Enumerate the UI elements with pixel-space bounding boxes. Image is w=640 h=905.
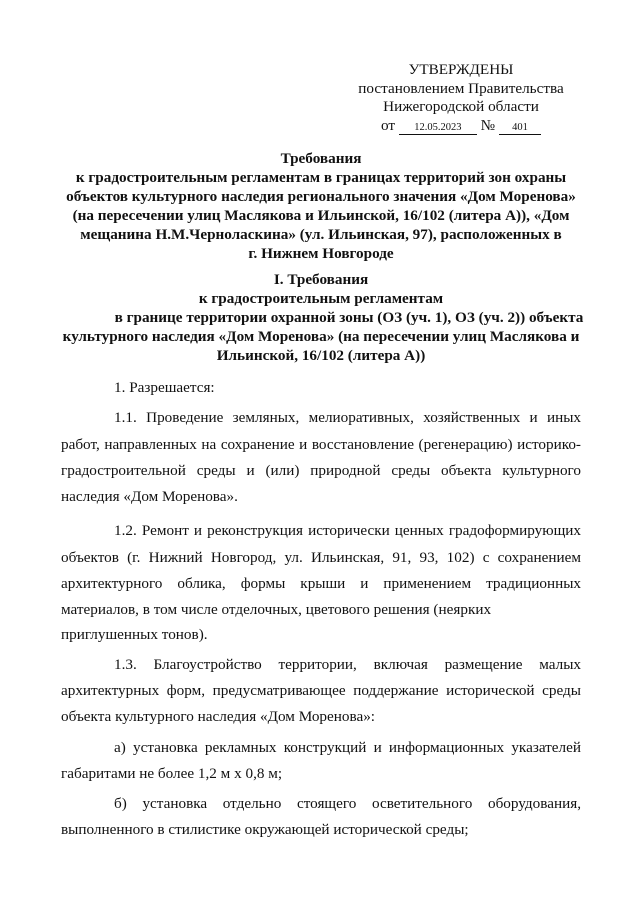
document-title [56,150,586,263]
approval-block [356,61,566,135]
decree-number: 401 [499,122,541,135]
decree-date: 12.05.2023 [399,122,477,135]
paragraph-item-a: а) установка рекламных конструкций и информационных указателей габаритами не более 1,2 м х 0,8 м; [61,738,581,782]
title-line: (на пересечении улиц Маслякова и Ильинской, 16/102 (литера А)), «Дом [72,206,570,224]
approval-line-decree: постановлением Правительства [358,79,564,97]
paragraph-1-1: 1.1. Проведение земляных, мелиоративных, хозяйственных и иных работ, направленных на сохранение и восстановление (регенерацию) историко-градостроительной среды и (или) природной среды объекта культурного наследия «Дом Моренова». [61,409,581,506]
paragraph-1-2-end: приглушенных тонов). [61,625,208,643]
title-line: к градостроительным регламентам в границах территорий зон охраны [75,168,567,186]
section-line: в границе территории охранной зоны (ОЗ (уч. 1), ОЗ (уч. 2)) объекта [114,308,584,326]
title-line: г. Нижнем Новгороде [248,244,394,262]
approval-line-region: Нижегородской области [383,98,539,115]
title-line: мещанина Н.М.Черноласкина» (ул. Ильинская, 97), расположенных в [80,225,562,243]
number-sign: № [480,116,496,134]
title-line: объектов культурного наследия регионального значения «Дом Моренова» [66,187,576,205]
paragraph-item-b: б) установка отдельно стоящего осветительного оборудования, выполненного в стилистике окружающей исторической среды; [61,795,581,839]
paragraph-permitted: 1. Разрешается: [114,379,215,396]
paragraph-1-3: 1.3. Благоустройство территории, включая размещение малых архитектурных форм, предусматривающее поддержание исторической среды объекта культурного наследия «Дом Моренова»: [61,655,581,726]
title-line: Требования [280,150,362,167]
section-line: Ильинской, 16/102 (литера А)) [216,346,426,364]
section-heading [56,271,586,366]
paragraph-1-2: 1.2. Ремонт и реконструкция исторически ценных градоформирующих объектов (г. Нижний Новгород, ул. Ильинская, 91, 93, 102) с сохранением архитектурного облика, формы крыши и применением традиционных материалов, в том числе отделочных, цветового решения (неярких [61,522,581,619]
section-line: культурного наследия «Дом Моренова» (на пересечении улиц Маслякова и [62,327,580,345]
approval-date-line [356,117,566,136]
section-line: к градостроительным регламентам [198,289,444,307]
approval-heading: УТВЕРЖДЕНЫ [408,61,514,78]
date-prefix: от [381,116,396,134]
document-body [61,375,581,844]
section-line: I. Требования [273,271,369,288]
